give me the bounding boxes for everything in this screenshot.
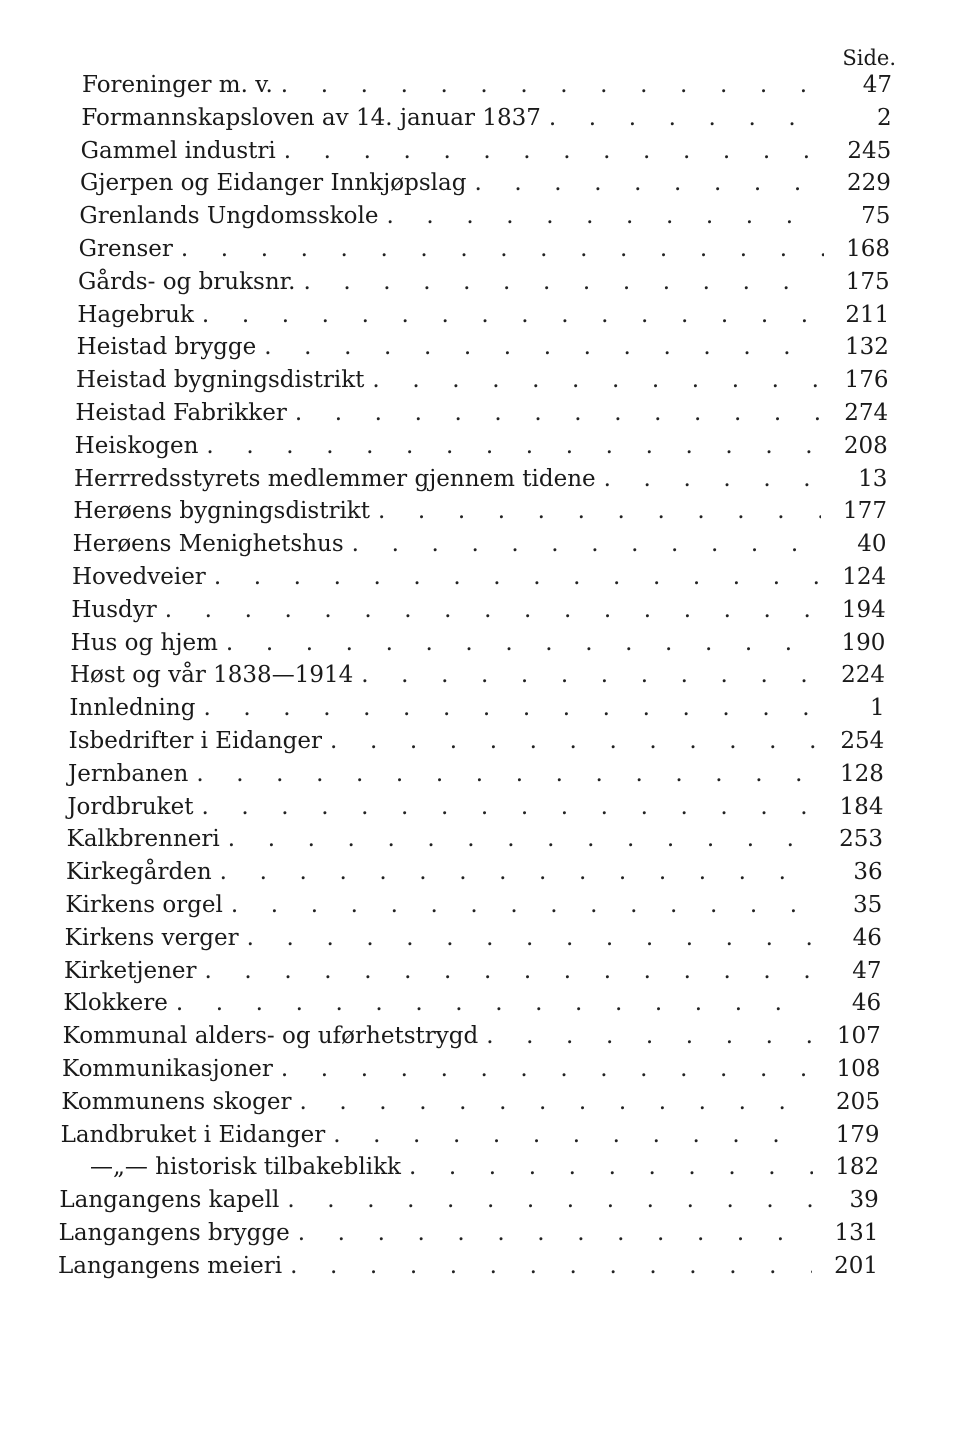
toc-entry-page-number: 208 xyxy=(843,432,888,459)
dot-leader xyxy=(214,564,820,590)
toc-entry-page-number: 177 xyxy=(843,498,887,525)
toc-entry xyxy=(0,138,960,171)
dot-leader xyxy=(549,105,826,131)
dot-leader xyxy=(226,630,820,656)
toc-entry-title: Langangens meieri xyxy=(58,1252,283,1279)
toc-entry xyxy=(0,958,960,991)
dot-leader xyxy=(201,794,817,820)
toc-entry-page-number: 1 xyxy=(869,695,885,722)
toc-entry-title: Hus og hjem xyxy=(70,629,218,656)
toc-entry-page-number: 107 xyxy=(836,1023,881,1050)
dot-leader xyxy=(486,1023,815,1049)
dot-leader xyxy=(604,466,822,492)
toc-entry xyxy=(0,892,960,925)
toc-entry-title: Isbedrifter i Eidanger xyxy=(68,727,323,754)
toc-entry-page-number: 124 xyxy=(842,563,887,590)
toc-entry-page-number: 205 xyxy=(836,1088,880,1115)
dot-leader xyxy=(303,269,823,295)
toc-entry xyxy=(0,170,960,203)
toc-entry-title: Heiskogen xyxy=(74,432,199,459)
dot-leader xyxy=(474,170,824,196)
toc-entry-page-number: 194 xyxy=(841,596,886,623)
toc-entry xyxy=(0,334,960,367)
toc-entry-title: Foreninger m. v. xyxy=(82,72,273,98)
toc-entry-title: Jernbanen xyxy=(68,760,189,787)
toc-entry-title: Grenser xyxy=(78,235,173,262)
toc-entry xyxy=(0,433,960,466)
toc-entry xyxy=(0,269,960,302)
dot-leader xyxy=(281,1056,814,1082)
dot-leader xyxy=(206,433,821,459)
toc-entry-title: Kommunens skoger xyxy=(61,1088,292,1115)
dot-leader xyxy=(409,1154,813,1180)
toc-entry xyxy=(0,203,960,236)
toc-entry-title: Landbruket i Eidanger xyxy=(60,1121,326,1148)
toc-entry xyxy=(0,1187,960,1220)
toc-entry-title: Herøens bygningsdistrikt xyxy=(73,498,370,525)
toc-entry-title: Herrredsstyrets medlemmer gjennem tidene xyxy=(74,465,596,492)
toc-entry-page-number: 179 xyxy=(835,1121,880,1148)
toc-entry-page-number: 131 xyxy=(834,1219,879,1246)
toc-entry xyxy=(0,400,960,433)
toc-entry xyxy=(0,1253,960,1286)
dot-leader xyxy=(220,859,817,885)
toc-entry xyxy=(0,1220,960,1253)
dot-leader xyxy=(176,990,815,1016)
dot-leader xyxy=(181,236,824,262)
dot-leader xyxy=(361,662,819,688)
toc-entry xyxy=(0,761,960,794)
dot-leader xyxy=(330,728,818,754)
dot-leader xyxy=(203,695,818,721)
toc-entry-title: Kirkens verger xyxy=(64,924,239,951)
dot-leader xyxy=(281,72,826,98)
dot-leader xyxy=(287,1187,812,1213)
toc-entry-title: Hovedveier xyxy=(72,563,206,590)
toc-entry-page-number: 168 xyxy=(846,235,891,262)
toc-entry-page-number: 2 xyxy=(876,104,892,131)
toc-entry-page-number: 229 xyxy=(846,170,891,197)
toc-entry-title: Husdyr xyxy=(71,596,157,623)
dot-leader xyxy=(290,1253,812,1279)
toc-entry xyxy=(0,728,960,761)
dot-leader xyxy=(196,761,818,787)
toc-entry xyxy=(0,531,960,564)
toc-entry xyxy=(0,990,960,1023)
toc-entry-page-number: 46 xyxy=(852,924,882,951)
toc-entry-title: Hagebruk xyxy=(77,301,194,328)
dot-leader xyxy=(165,597,820,623)
toc-entry-page-number: 224 xyxy=(841,662,885,689)
toc-entry-page-number: 190 xyxy=(841,629,886,656)
toc-entry-title: Heistad bygningsdistrikt xyxy=(76,367,365,394)
toc-entry-page-number: 254 xyxy=(840,727,885,754)
toc-entry-title: Kirkegården xyxy=(66,859,212,886)
toc-entry xyxy=(0,695,960,728)
toc-entry-page-number: 40 xyxy=(857,531,887,558)
toc-entry-page-number: 253 xyxy=(839,826,884,853)
table-of-contents xyxy=(0,72,960,1285)
toc-entry-title: Gjerpen og Eidanger Innkjøpslag xyxy=(80,170,467,197)
toc-entry-title: Kommunal alders- og uførhetstrygd xyxy=(62,1023,479,1050)
dot-leader xyxy=(352,531,821,557)
toc-entry-title: Kalkbrenneri xyxy=(66,826,220,853)
toc-entry-title: Kirkens orgel xyxy=(65,891,223,918)
toc-entry-page-number: 128 xyxy=(839,760,884,787)
dot-leader xyxy=(284,138,825,164)
dot-leader xyxy=(228,826,817,852)
toc-entry xyxy=(0,367,960,400)
toc-entry xyxy=(0,1023,960,1056)
dot-leader xyxy=(264,334,823,360)
toc-entry-title: Kirketjener xyxy=(64,957,197,984)
dot-leader xyxy=(299,1089,814,1115)
toc-entry-page-number: 108 xyxy=(836,1055,881,1082)
toc-entry-title: Jordbruket xyxy=(67,793,194,820)
toc-entry-page-number: 274 xyxy=(844,399,889,426)
toc-entry xyxy=(0,564,960,597)
toc-entry-title: Kommunikasjoner xyxy=(62,1055,273,1082)
toc-entry-page-number: 46 xyxy=(851,990,882,1017)
toc-entry-page-number: 182 xyxy=(835,1154,880,1181)
toc-entry xyxy=(0,1089,960,1122)
dot-leader xyxy=(387,203,825,229)
toc-entry xyxy=(0,662,960,695)
toc-entry-page-number: 36 xyxy=(853,859,883,886)
toc-entry xyxy=(0,302,960,335)
toc-entry-page-number: 184 xyxy=(839,793,884,820)
toc-entry xyxy=(0,1122,960,1155)
page-column-header: Side. xyxy=(842,46,896,70)
dot-leader xyxy=(202,302,823,328)
toc-entry xyxy=(0,72,960,105)
toc-entry xyxy=(0,630,960,663)
toc-entry xyxy=(0,597,960,630)
dot-leader xyxy=(298,1220,813,1246)
toc-entry-title: Langangens kapell xyxy=(59,1187,280,1214)
toc-entry-title: Innledning xyxy=(69,695,196,722)
toc-entry xyxy=(0,498,960,531)
toc-entry xyxy=(0,859,960,892)
dot-leader xyxy=(205,958,816,984)
dot-leader xyxy=(231,892,816,918)
toc-entry-title: Heistad brygge xyxy=(76,334,257,361)
toc-entry-page-number: 47 xyxy=(862,72,892,98)
dot-leader xyxy=(333,1122,813,1148)
toc-entry xyxy=(0,236,960,269)
toc-entry-page-number: 35 xyxy=(853,891,883,918)
toc-entry xyxy=(0,105,960,138)
toc-entry-title: Heistad Fabrikker xyxy=(75,399,287,426)
toc-entry-title: —„— historisk tilbakeblikk xyxy=(90,1154,401,1181)
toc-entry xyxy=(0,794,960,827)
toc-entry-title: Klokkere xyxy=(63,990,168,1017)
toc-entry-title: Gårds- og bruksnr. xyxy=(78,268,296,295)
dot-leader xyxy=(295,400,822,426)
toc-entry-page-number: 245 xyxy=(847,137,892,164)
toc-entry-page-number: 47 xyxy=(852,957,882,984)
dot-leader xyxy=(372,367,822,393)
toc-entry-page-number: 176 xyxy=(844,367,889,394)
toc-entry-page-number: 75 xyxy=(861,203,891,230)
dot-leader xyxy=(247,925,816,951)
toc-entry xyxy=(0,925,960,958)
toc-entry xyxy=(0,1154,960,1187)
toc-entry-page-number: 39 xyxy=(849,1187,879,1214)
toc-entry-page-number: 132 xyxy=(844,334,889,361)
toc-entry-title: Høst og vår 1838—1914 xyxy=(70,662,354,689)
toc-entry-title: Gammel industri xyxy=(80,137,276,164)
toc-entry-page-number: 13 xyxy=(858,465,888,492)
toc-entry xyxy=(0,1056,960,1089)
toc-entry-title: Langangens brygge xyxy=(58,1219,290,1246)
toc-entry-title: Grenlands Ungdomsskole xyxy=(79,203,379,230)
toc-entry-page-number: 175 xyxy=(845,268,890,295)
toc-entry xyxy=(0,466,960,499)
toc-entry-title: Herøens Menighetshus xyxy=(72,531,344,558)
toc-entry-title: Formannskapsloven av 14. januar 1837 xyxy=(81,104,541,131)
toc-entry-page-number: 201 xyxy=(834,1252,878,1279)
toc-entry-page-number: 211 xyxy=(845,301,890,328)
toc-entry xyxy=(0,826,960,859)
dot-leader xyxy=(378,498,821,524)
